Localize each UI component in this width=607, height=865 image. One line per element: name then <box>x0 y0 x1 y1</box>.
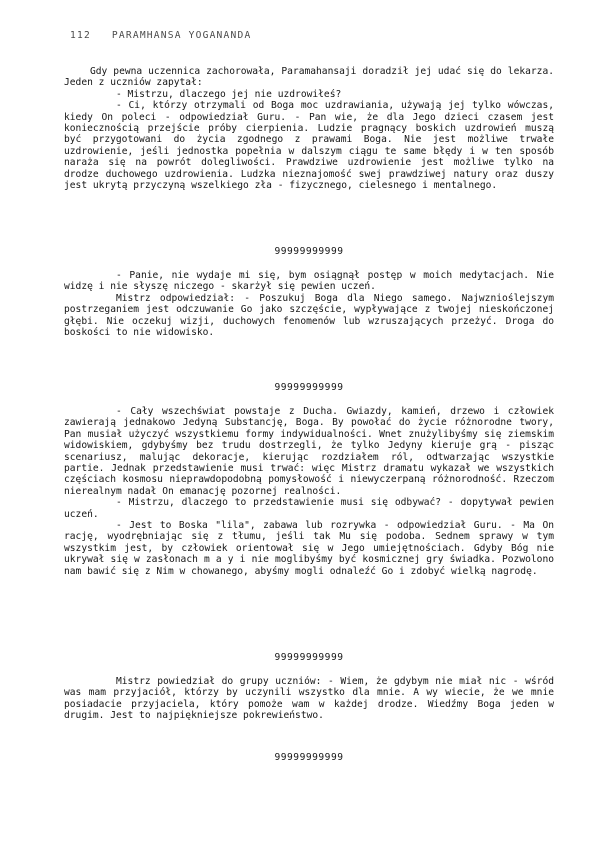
paragraph: Gdy pewna uczennica zachorowała, Paramahansaji doradził jej udać się do lekarza. Jeden z uczniów zapytał: <box>64 66 554 89</box>
page-number: 112 <box>70 30 91 41</box>
text-block-3 <box>64 406 554 577</box>
section-separator: 99999999999 <box>274 246 344 257</box>
section-separator: 99999999999 <box>274 652 344 663</box>
section-separator: 99999999999 <box>274 382 344 393</box>
paragraph: - Mistrzu, dlaczego to przedstawienie musi się odbywać? - dopytywał pewien uczeń. <box>64 497 554 520</box>
running-title: PARAMHANSA YOGANANDA <box>111 30 252 41</box>
running-header <box>70 30 251 41</box>
text-block-1 <box>64 66 554 191</box>
text-block-2 <box>64 270 554 338</box>
paragraph: - Panie, nie wydaje mi się, bym osiągnął postęp w moich medytacjach. Nie widzę i nie słyszę niczego - skarżył się pewien uczeń. <box>64 270 554 293</box>
paragraph: - Ci, którzy otrzymali od Boga moc uzdrawiania, używają jej tylko wówczas, kiedy On poleci - odpowiedział Guru. - Pan wie, że dla Jego dzieci czasem jest koniecznością przejście próby cierpienia. Ludzie pragnący boskich uzdrowień muszą być przygotowani do życia zgodnego z prawami Boga. Nie jest możliwe trwałe uzdrowienie, jeśli jednostka popełnia w dalszym ciągu te same błędy i w ten sposób naraża się na powrót dolegliwości. Prawdziwe uzdrowienie jest możliwe tylko na drodze duchowego uzdrowienia. Ludzka nieznajomość swej prawdziwej natury oraz duszy jest ukrytą przyczyną wszelkiego zła - fizycznego, cielesnego i mentalnego. <box>64 100 554 192</box>
paragraph: - Cały wszechświat powstaje z Ducha. Gwiazdy, kamień, drzewo i człowiek zawierają jednakowo Jedyną Substancję, Boga. By powołać do życie różnorodne twory, Pan musiał użyczyć wszystkiemu formy indywidualności. Wnet znużylibyśmy się ziemskim widowiskiem, gdybyśmy bez trudu dostrzegli, że tylko Jedyny kieruje grą - pisząc scenariusz, malując dekoracje, kierując rozdziałem ról, odtwarzając wszystkie partie. Jednak przedstawienie musi trwać: więc Mistrz dramatu wykazał we wszystkich częściach kosmosu nieprawdopodobną pomysłowość i niewyczerpaną różnorodność. Rzeczom nierealnym nadał On emanację pozornej realności. <box>64 406 554 497</box>
paragraph: - Jest to Boska "lila", zabawa lub rozrywka - odpowiedział Guru. - Ma On rację, wyodrębniając się z tłumu, jeśli tak Mu się podoba. Sednem sprawy w tym wszystkim jest, by człowiek orientował się w Jego umiejętnościach. Gdyby Bóg nie ukrywał się w zasłonach m a y i nie moglibyśmy być kosmicznej gry świadka. Pozwolono nam bawić się z Nim w chowanego, abyśmy mogli odnaleźć Go i zdobyć wielką nagrodę. <box>64 520 554 577</box>
paragraph: Mistrz odpowiedział: - Poszukuj Boga dla Niego samego. Najwznioślejszym postrzeganiem jest odczuwanie Go jako szczęście, wypływające z twojej nieskończonej głębi. Nie oczekuj wizji, duchowych fenomenów lub wzruszających przeżyć. Droga do boskości to nie widowisko. <box>64 292 554 339</box>
section-separator: 99999999999 <box>274 752 344 763</box>
paragraph: - Mistrzu, dlaczego jej nie uzdrowiłeś? <box>116 88 342 100</box>
text-block-4 <box>64 676 554 722</box>
paragraph: Mistrz powiedział do grupy uczniów: - Wiem, że gdybym nie miał nic - wśród was mam przyjaciół, którzy by uczynili wszystko dla mnie. A wy wiecie, że we mnie posiadacie przyjaciela, który pomoże wam w każdej drodze. Wiedźmy Boga jeden w drugim. Jest to najpiękniejsze pokrewieństwo. <box>64 676 554 722</box>
